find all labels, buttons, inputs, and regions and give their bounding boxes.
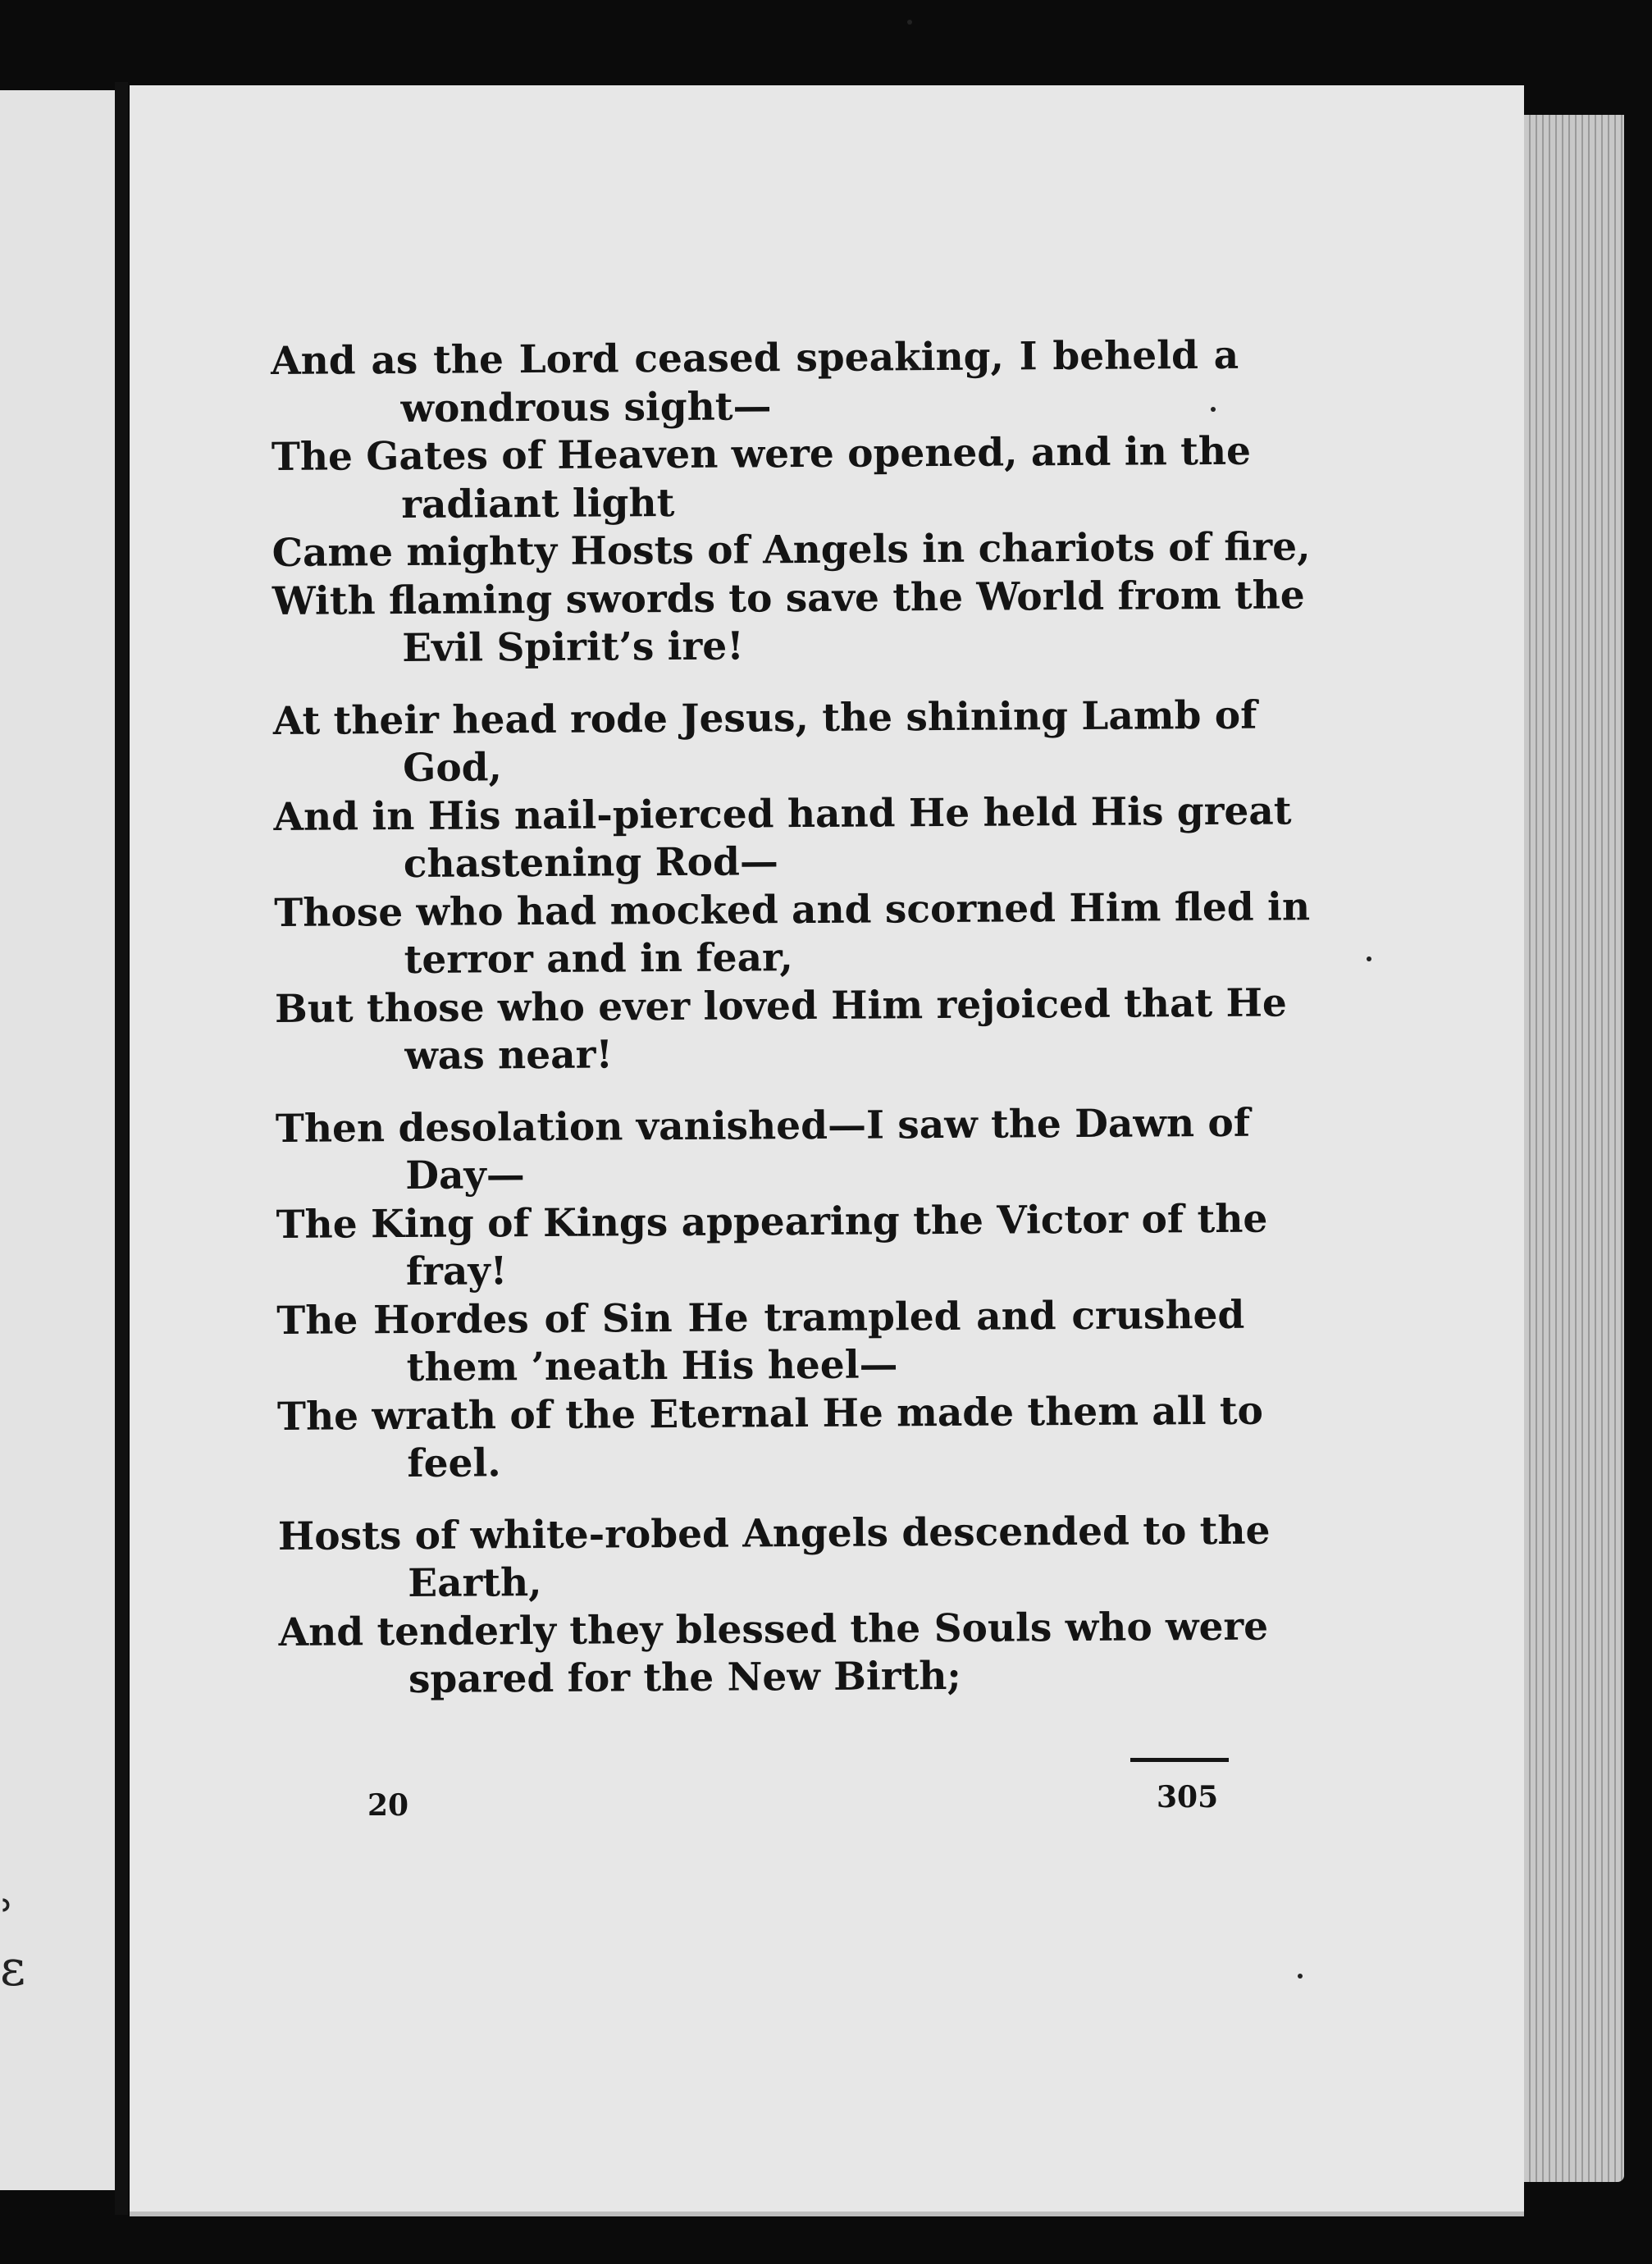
poem-line-continuation: terror and in fear, — [404, 935, 793, 984]
poem-line: The Hordes of Sin He trampled and crushed — [276, 1292, 1245, 1344]
poem-line-continuation: feel. — [407, 1440, 501, 1487]
dust-speck — [1367, 956, 1371, 961]
poem-line-continuation: Earth, — [408, 1560, 542, 1607]
poem-line: Those who had mocked and scorned Him fled in — [274, 883, 1311, 936]
poem-line-continuation: was near! — [404, 1032, 614, 1080]
poem-line: But those who ever loved Him rejoiced that He — [274, 979, 1287, 1032]
poem-line: And in His nail-pierced hand He held His great — [273, 787, 1292, 840]
stanza — [272, 692, 1311, 1081]
poem-line-continuation: God, — [403, 745, 503, 792]
poem-line: The Gates of Heaven were opened, and in the — [271, 428, 1252, 480]
stanza — [277, 1507, 1271, 1705]
poem-text — [271, 332, 1311, 1729]
poem-line: The wrath of the Eternal He made them all to — [276, 1388, 1264, 1440]
poem-line: Then desolation vanished—I saw the Dawn of — [275, 1100, 1251, 1152]
poem-line: Came mighty Hosts of Angels in chariots of fire, — [272, 524, 1311, 576]
facing-page-edge — [0, 90, 115, 2190]
poem-line-continuation: Day— — [405, 1153, 525, 1199]
poem-line-continuation: spared for the New Birth; — [408, 1653, 961, 1703]
book-gutter — [115, 82, 128, 2215]
signature-mark: 20 — [367, 1788, 409, 1823]
poem-line-continuation: chastening Rod— — [403, 839, 779, 888]
dust-speck — [1298, 1974, 1303, 1979]
facing-page-fragment-marks: ʾ ɛ — [0, 1891, 26, 1997]
poem-line: And tenderly they blessed the Souls who were — [278, 1604, 1269, 1655]
page-number: 305 — [1157, 1780, 1219, 1814]
poem-line-continuation: Evil Spirit’s ire! — [402, 623, 745, 672]
poem-line-continuation: radiant light — [401, 480, 675, 527]
poem-line: At their head rode Jesus, the shining Lamb of — [272, 692, 1257, 744]
poem-line: Hosts of white-robed Angels descended to the — [277, 1508, 1271, 1559]
folio-rule — [1130, 1758, 1229, 1762]
poem-line: And as the Lord ceased speaking, I beheld a — [271, 332, 1239, 384]
stanza — [271, 332, 1311, 674]
dust-speck — [907, 20, 912, 25]
poem-line-continuation: fray! — [405, 1248, 508, 1295]
poem-line-continuation: them ’neath His heel— — [406, 1342, 898, 1391]
poem-line-continuation: wondrous sight— — [400, 383, 772, 431]
poem-line: The King of Kings appearing the Victor of the — [276, 1196, 1268, 1248]
poem-line: With flaming swords to save the World from the — [272, 572, 1305, 624]
stanza — [275, 1099, 1268, 1489]
